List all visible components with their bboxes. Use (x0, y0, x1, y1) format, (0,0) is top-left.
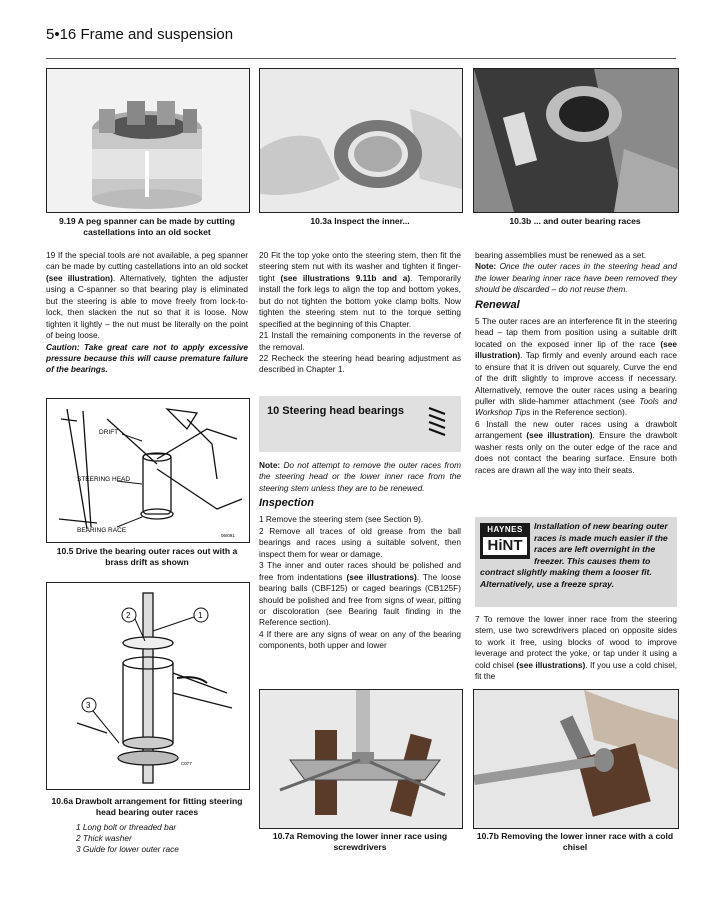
note-inspection: Note: Do not attempt to remove the outer races from the steering head or the lower inner race from the steering stem unless they are to be renewed. (259, 460, 461, 493)
note-discard: Note: Once the outer races in the steering head and the lower bearing inner race have been removed they should be discarded – do not reuse them. (475, 261, 677, 295)
diagram-drawbolt (46, 582, 250, 790)
haynes-hint-logo: HAYNES HiNT (480, 523, 530, 559)
caption-10-7a: 10.7a Removing the lower inner race using screwdrivers (272, 831, 448, 852)
renewal-step-7: 7 To remove the lower inner race from the steering stem, use two screwdrivers placed on opposite sides to work it free, using blocks of wood to improve leverage and protect the yoke, or tap under it using a cold chisel (see illustrations). If you use a cold chisel, fit the (475, 614, 677, 682)
header-rule (46, 58, 676, 59)
label-steering-head: STEERING HEAD (77, 476, 131, 483)
caption-10-6a: 10.6a Drawbolt arrangement for fitting steering head bearing outer races (51, 796, 243, 817)
caution-note: Caution: Take great care not to apply excessive pressure because this will cause premature failure of the bearings. (46, 341, 248, 375)
photo-outer-race (473, 68, 679, 213)
column-1-text (46, 250, 248, 376)
caption-9-19: 9.19 A peg spanner can be made by cutting castellations into an old socket (58, 216, 236, 237)
paragraph-22: 22 Recheck the steering head bearing adjustment as described in Chapter 1. (259, 352, 461, 375)
column-2-text (259, 250, 461, 376)
inspection-step-4: 4 If there are any signs of wear on any of the bearing components, both upper and lower (259, 628, 461, 651)
legend-item-2: 2 Thick washer (76, 833, 132, 844)
renewal-step-5: 5 The outer races are an interference fit in the steering head – tap them from position using a suitable drift located on the exposed inner lip of the race (see illustration). Tap firmly and evenly around each race to ensure that it is driven out squarely. Curve the end of the drift slightly to improve access if necessary. Alternatively, remove the outer races using a bearing puller with slide-hammer attachment (see Tools and Workshop Tips in the Reference section). (475, 315, 677, 418)
label-1: 1 (198, 611, 203, 620)
page-header: 5•16 Frame and suspension (46, 26, 234, 43)
inspection-step-2: 2 Remove all traces of old grease from the ball bearings and races using a suitable solvent, then inspect them for wear or damage. (259, 525, 461, 559)
label-2: 2 (126, 611, 131, 620)
column-3-lower-text (475, 614, 677, 683)
paragraph-21: 21 Install the remaining components in the reverse of the removal. (259, 330, 461, 352)
diagram-bearing-drift (46, 398, 250, 543)
column-2-lower-text (259, 460, 461, 652)
legend-item-1: 1 Long bolt or threaded bar (76, 822, 177, 832)
caption-10-5: 10.5 Drive the bearing outer races out with a brass drift as shown (56, 546, 238, 567)
haynes-hint-box (475, 517, 677, 607)
photo-peg-spanner-socket (46, 68, 250, 213)
label-ref: 06/091 (221, 533, 235, 538)
photo-inner-race (259, 68, 463, 213)
legend-item-3: 3 Guide for lower outer race (76, 844, 179, 855)
caption-10-3a: 10.3a Inspect the inner... (310, 216, 410, 226)
hint-text: Installation of new bearing outer races is made much easier if the races are left overnight in the freezer. This causes them to contract slightly making them a looser fit. Alternatively, use a freeze spray. (480, 521, 668, 589)
photo-screwdrivers (259, 689, 463, 829)
inspection-step-1: 1 Remove the steering stem (see Section 9). (259, 514, 424, 525)
label-bearing-race: BEARING RACE (77, 527, 127, 534)
paragraph-19: 19 If the special tools are not available, a peg spanner can be made by cutting castellations into an old socket (see illustration). Alternatively, tighten the adjuster using a C-spanner so that bearing play is eliminated but the steering is able to move freely from lock-to-lock, then slacken the nut so that it is loose. Now tighten it lightly – the nut must be literally on the point of being loose. (46, 250, 248, 341)
label-drift: DRIFT (99, 429, 119, 436)
label-ref-2: C077 (181, 761, 192, 766)
subheading-inspection: Inspection (259, 497, 315, 510)
column-3-continuation: bearing assemblies must be renewed as a set. (475, 250, 647, 260)
caption-10-3b: 10.3b ... and outer bearing races (509, 216, 641, 226)
spanner-rating-icon (425, 402, 451, 436)
section-heading-box (259, 396, 461, 452)
column-3-text (475, 250, 677, 476)
section-title: 10 Steering head bearings (267, 405, 404, 417)
legend-10-6a (76, 822, 179, 856)
label-3: 3 (86, 701, 91, 710)
inspection-step-3: 3 The inner and outer races should be polished and free from indentations (see illustrations). The loose bearing balls (CBF125) or caged bearings (CB125F) should be polished and free from signs of wear, pitting or discoloration (see Bearing fault finding in the Reference section). (259, 560, 461, 628)
renewal-step-6: 6 Install the new outer races using a drawbolt arrangement (see illustration). Ensure the drawbolt washer rests only on the outer edge of the race and does not contact the bearing surface. Ensure both races are drawn all the way into their seats. (475, 418, 678, 475)
photo-cold-chisel (473, 689, 679, 829)
subheading-renewal: Renewal (475, 298, 520, 311)
caption-10-7b: 10.7b Removing the lower inner race with a cold chisel (476, 831, 674, 852)
paragraph-20: 20 Fit the top yoke onto the steering stem, then fit the steering stem nut with its washer and tighten it finger-tight (see illustrations 9.11b and a). Temporarily install the fork legs to align the top and bottom yokes, but do not tighten the bottom yoke clamp bolts. Now tighten the steering stem nut to the torque setting specified at the beginning of this Chapter. (259, 250, 461, 329)
